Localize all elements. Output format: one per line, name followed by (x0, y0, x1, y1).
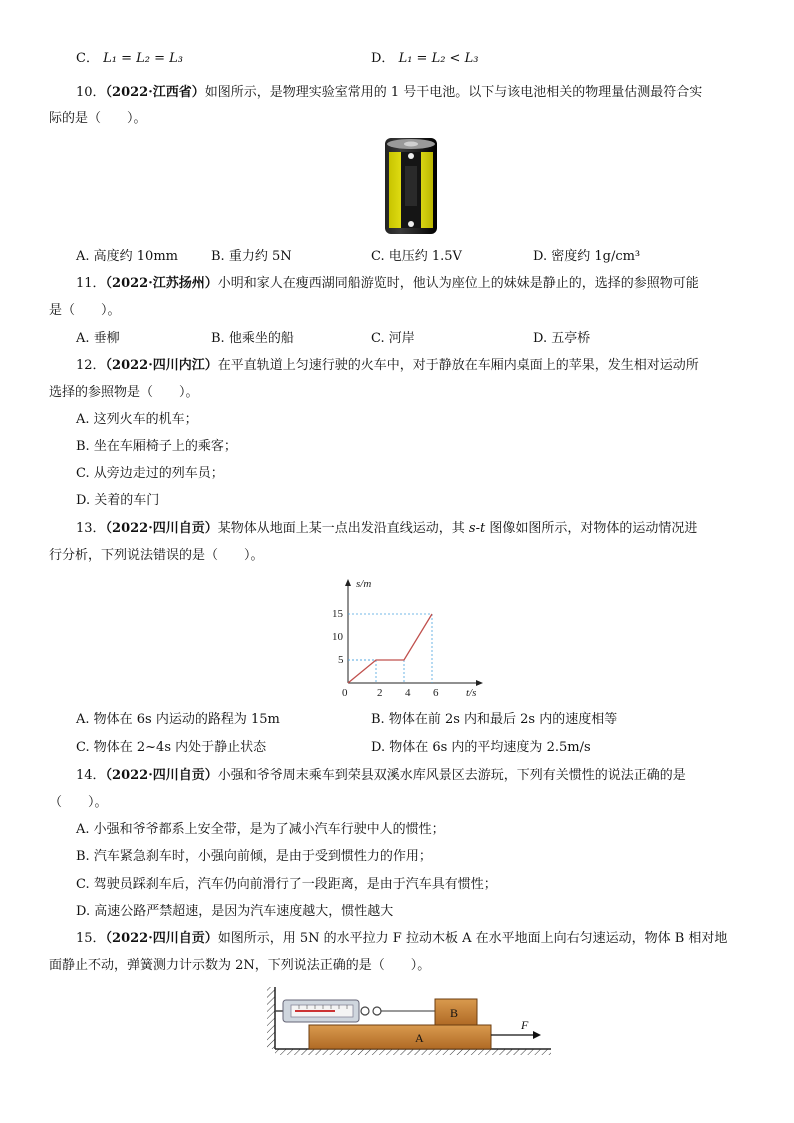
q15-stem-line1: 15．（2022·四川自贡）如图所示，用 5N 的水平拉力 F 拉动木板 A 在水平地面上向右匀速运动，物体 B 相对地 (76, 931, 728, 946)
y-tick-10: 10 (332, 631, 343, 643)
q10-option-a: A. 高度约 10mm (76, 249, 178, 264)
x-axis-label: t/s (466, 687, 477, 699)
q11-stem-line2: 是（ ）。 (49, 303, 121, 318)
force-label: F (521, 1018, 529, 1032)
q15-stem-line2: 面静止不动，弹簧测力计示数为 2N，下列说法正确的是（ ）。 (49, 958, 431, 973)
y-tick-5: 5 (338, 654, 344, 666)
q13-option-a: A. 物体在 6s 内运动的路程为 15m (76, 712, 280, 727)
q13-stem-line1: 13．（2022·四川自贡）某物体从地面上某一点出发沿直线运动，其 s-t 图像如图所示，对物体的运动情况进 (76, 521, 698, 536)
q12-option-c: C. 从旁边走过的列车员； (76, 466, 224, 481)
q10-option-c: C. 电压约 1.5V (371, 249, 462, 264)
y-axis-label: s/m (356, 578, 372, 590)
q11-option-a: A. 垂柳 (76, 331, 120, 346)
x-tick-4: 4 (405, 687, 411, 699)
q13-option-d: D. 物体在 6s 内的平均速度为 2.5m/s (371, 740, 591, 755)
board-a (309, 1025, 491, 1049)
q11-option-b: B. 他乘坐的船 (211, 331, 294, 346)
q10-option-d: D. 密度约 1g/cm³ (533, 249, 641, 264)
battery-image (381, 136, 441, 236)
q12-stem-line1: 12．（2022·四川内江）在平直轨道上匀速行驶的火车中，对于静放在车厢内桌面上的苹果，发生相对运动所 (76, 358, 699, 373)
q14-option-c: C. 驾驶员踩刹车后，汽车仍向前滑行了一段距离，是由于汽车具有惯性； (76, 877, 497, 892)
q12-stem-line2: 选择的参照物是（ ）。 (49, 385, 199, 400)
q12-option-a: A. 这列火车的机车； (76, 412, 198, 427)
q11-stem-line1: 11．（2022·江苏扬州）小明和家人在瘦西湖同船游览时，他认为座位上的妹妹是静止的，选择的参照物可能 (76, 276, 699, 291)
spring-scale-figure (265, 985, 555, 1057)
q14-option-d: D. 高速公路严禁超速，是因为汽车速度越大，惯性越大 (76, 904, 394, 919)
st-line-series (348, 614, 432, 683)
q13-option-c: C. 物体在 2~4s 内处于静止状态 (76, 740, 267, 755)
wall (267, 987, 275, 1049)
ground (275, 1049, 551, 1055)
q14-option-b: B. 汽车紧急刹车时，小强向前倾，是由于受到惯性力的作用； (76, 849, 432, 864)
origin-label: 0 (342, 687, 348, 699)
q10-stem-line1: 10．（2022·江西省）如图所示，是物理实验室常用的 1 号干电池。以下与该电池相关的物理量估测最符合实 (76, 85, 703, 100)
q14-stem-line1: 14．（2022·四川自贡）小强和爷爷周末乘车到荣县双溪水库风景区去游玩，下列有关惯性的说法正确的是 (76, 768, 686, 783)
q14-option-a: A. 小强和爷爷都系上安全带，是为了减小汽车行驶中人的惯性； (76, 822, 445, 837)
q13-stem-line2: 行分析，下列说法错误的是（ ）。 (49, 548, 264, 563)
q14-stem-line2: （ ）。 (49, 795, 108, 810)
q13-option-b: B. 物体在前 2s 内和最后 2s 内的速度相等 (371, 712, 618, 727)
q11-option-d: D. 五亭桥 (533, 331, 591, 346)
q10-option-b: B. 重力约 5N (211, 249, 292, 264)
q9-option-c: C． L₁ = L₂ = L₃ (76, 51, 183, 66)
x-tick-2: 2 (377, 687, 383, 699)
x-tick-6: 6 (433, 687, 439, 699)
board-a-label: A (415, 1031, 424, 1045)
q12-option-b: B. 坐在车厢椅子上的乘客； (76, 439, 237, 454)
y-tick-15: 15 (332, 608, 343, 620)
q11-option-c: C. 河岸 (371, 331, 415, 346)
q10-stem-line2: 际的是（ ）。 (49, 111, 147, 126)
st-graph (324, 572, 494, 702)
q9-option-d: D． L₁ = L₂ < L₃ (371, 51, 479, 66)
q12-option-d: D. 关着的车门 (76, 493, 160, 508)
block-b-label: B (450, 1006, 459, 1020)
